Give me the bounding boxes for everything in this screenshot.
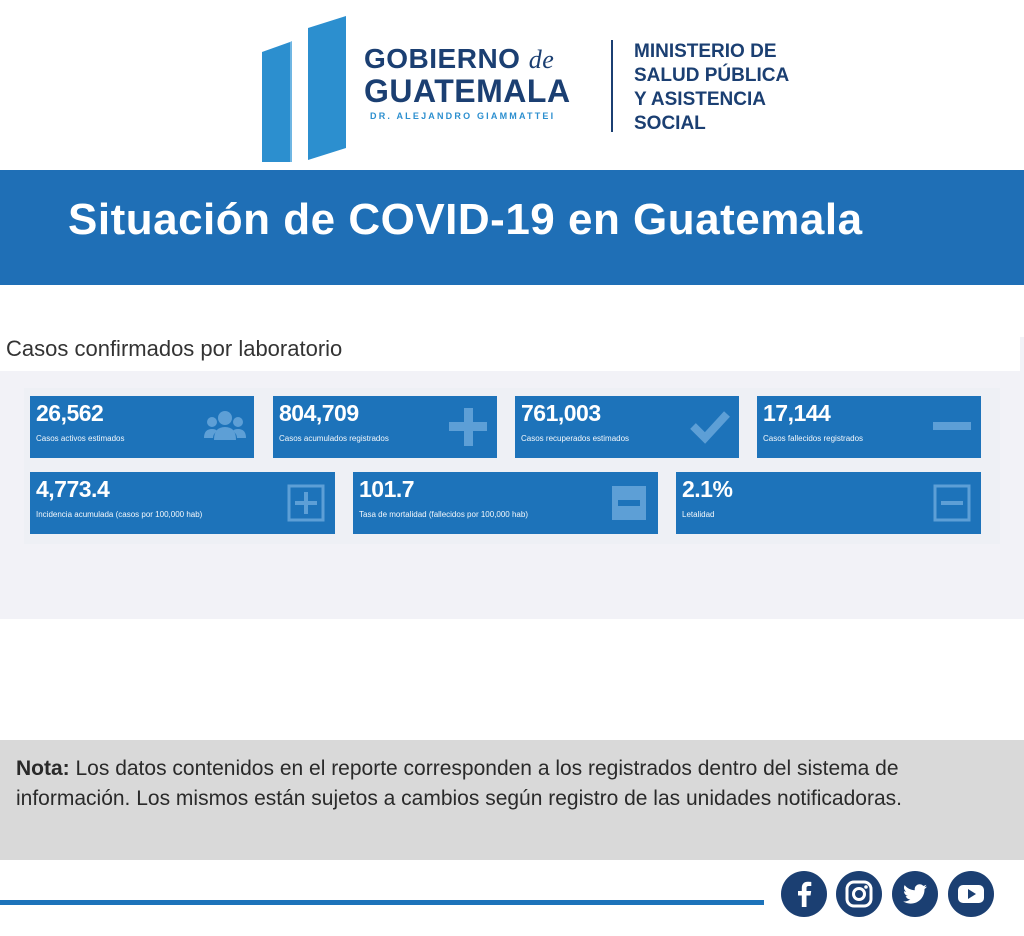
ministry-line: SOCIAL (634, 113, 706, 134)
card-mortality-rate (353, 472, 658, 534)
card-label: Incidencia acumulada (casos por 100,000 hab) (36, 510, 203, 519)
gov-word1: GOBIERNO (364, 43, 521, 74)
facebook-link[interactable] (781, 871, 827, 917)
instagram-icon (836, 871, 882, 917)
people-group-icon (204, 408, 246, 446)
card-label: Casos recuperados estimados (521, 434, 630, 443)
gov-word2: GUATEMALA (364, 73, 571, 109)
note-label: Nota: (16, 757, 70, 780)
card-lethality (676, 472, 981, 534)
ministry-line: SALUD PÚBLICA (634, 65, 790, 86)
minus-icon (931, 408, 973, 446)
plus-square-icon (285, 484, 327, 522)
ministry-name (634, 40, 789, 136)
card-label: Tasa de mortalidad (fallecidos por 100,000 hab) (359, 510, 528, 519)
card-value: 17,144 (763, 400, 831, 426)
card-recovered-cases (515, 396, 739, 458)
card-cumulative-cases (273, 396, 497, 458)
facebook-icon (781, 871, 827, 917)
page-title: Situación de COVID-19 en Guatemala (68, 195, 863, 244)
card-cumulative-incidence (30, 472, 335, 534)
gov-de: de (528, 45, 555, 74)
ministry-line: MINISTERIO DE (634, 41, 777, 62)
plus-icon (447, 408, 489, 446)
card-active-cases (30, 396, 254, 458)
panel-heading: Casos confirmados por laboratorio (6, 336, 343, 361)
instagram-link[interactable] (836, 871, 882, 917)
checkmark-icon (689, 408, 731, 446)
youtube-icon (948, 871, 994, 917)
card-value: 804,709 (279, 400, 359, 426)
card-deceased-cases (757, 396, 981, 458)
twitter-link[interactable] (892, 871, 938, 917)
footer-divider (0, 900, 764, 905)
youtube-link[interactable] (948, 871, 994, 917)
gov-subtitle: DR. ALEJANDRO GIAMMATTEI (370, 111, 556, 121)
note-text (16, 754, 976, 814)
card-label: Casos acumulados registrados (279, 434, 389, 443)
card-label: Letalidad (682, 510, 715, 519)
card-label: Casos fallecidos registrados (763, 434, 864, 443)
minus-square-outline-icon (931, 484, 973, 522)
card-label: Casos activos estimados (36, 434, 125, 443)
ministry-line: Y ASISTENCIA (634, 89, 766, 110)
header-divider (611, 40, 613, 132)
card-value: 101.7 (359, 476, 415, 502)
twitter-icon (892, 871, 938, 917)
card-value: 26,562 (36, 400, 104, 426)
card-value: 2.1% (682, 476, 733, 502)
note-body: Los datos contenidos en el reporte corresponden a los registrados dentro del sistema de información. Los mismos están sujetos a cambios según registro de las unidades notificadoras. (16, 757, 902, 810)
card-value: 761,003 (521, 400, 601, 426)
government-wordmark (364, 44, 571, 121)
minus-square-filled-icon (608, 484, 650, 522)
government-logo-icon (262, 16, 346, 162)
card-value: 4,773.4 (36, 476, 110, 502)
